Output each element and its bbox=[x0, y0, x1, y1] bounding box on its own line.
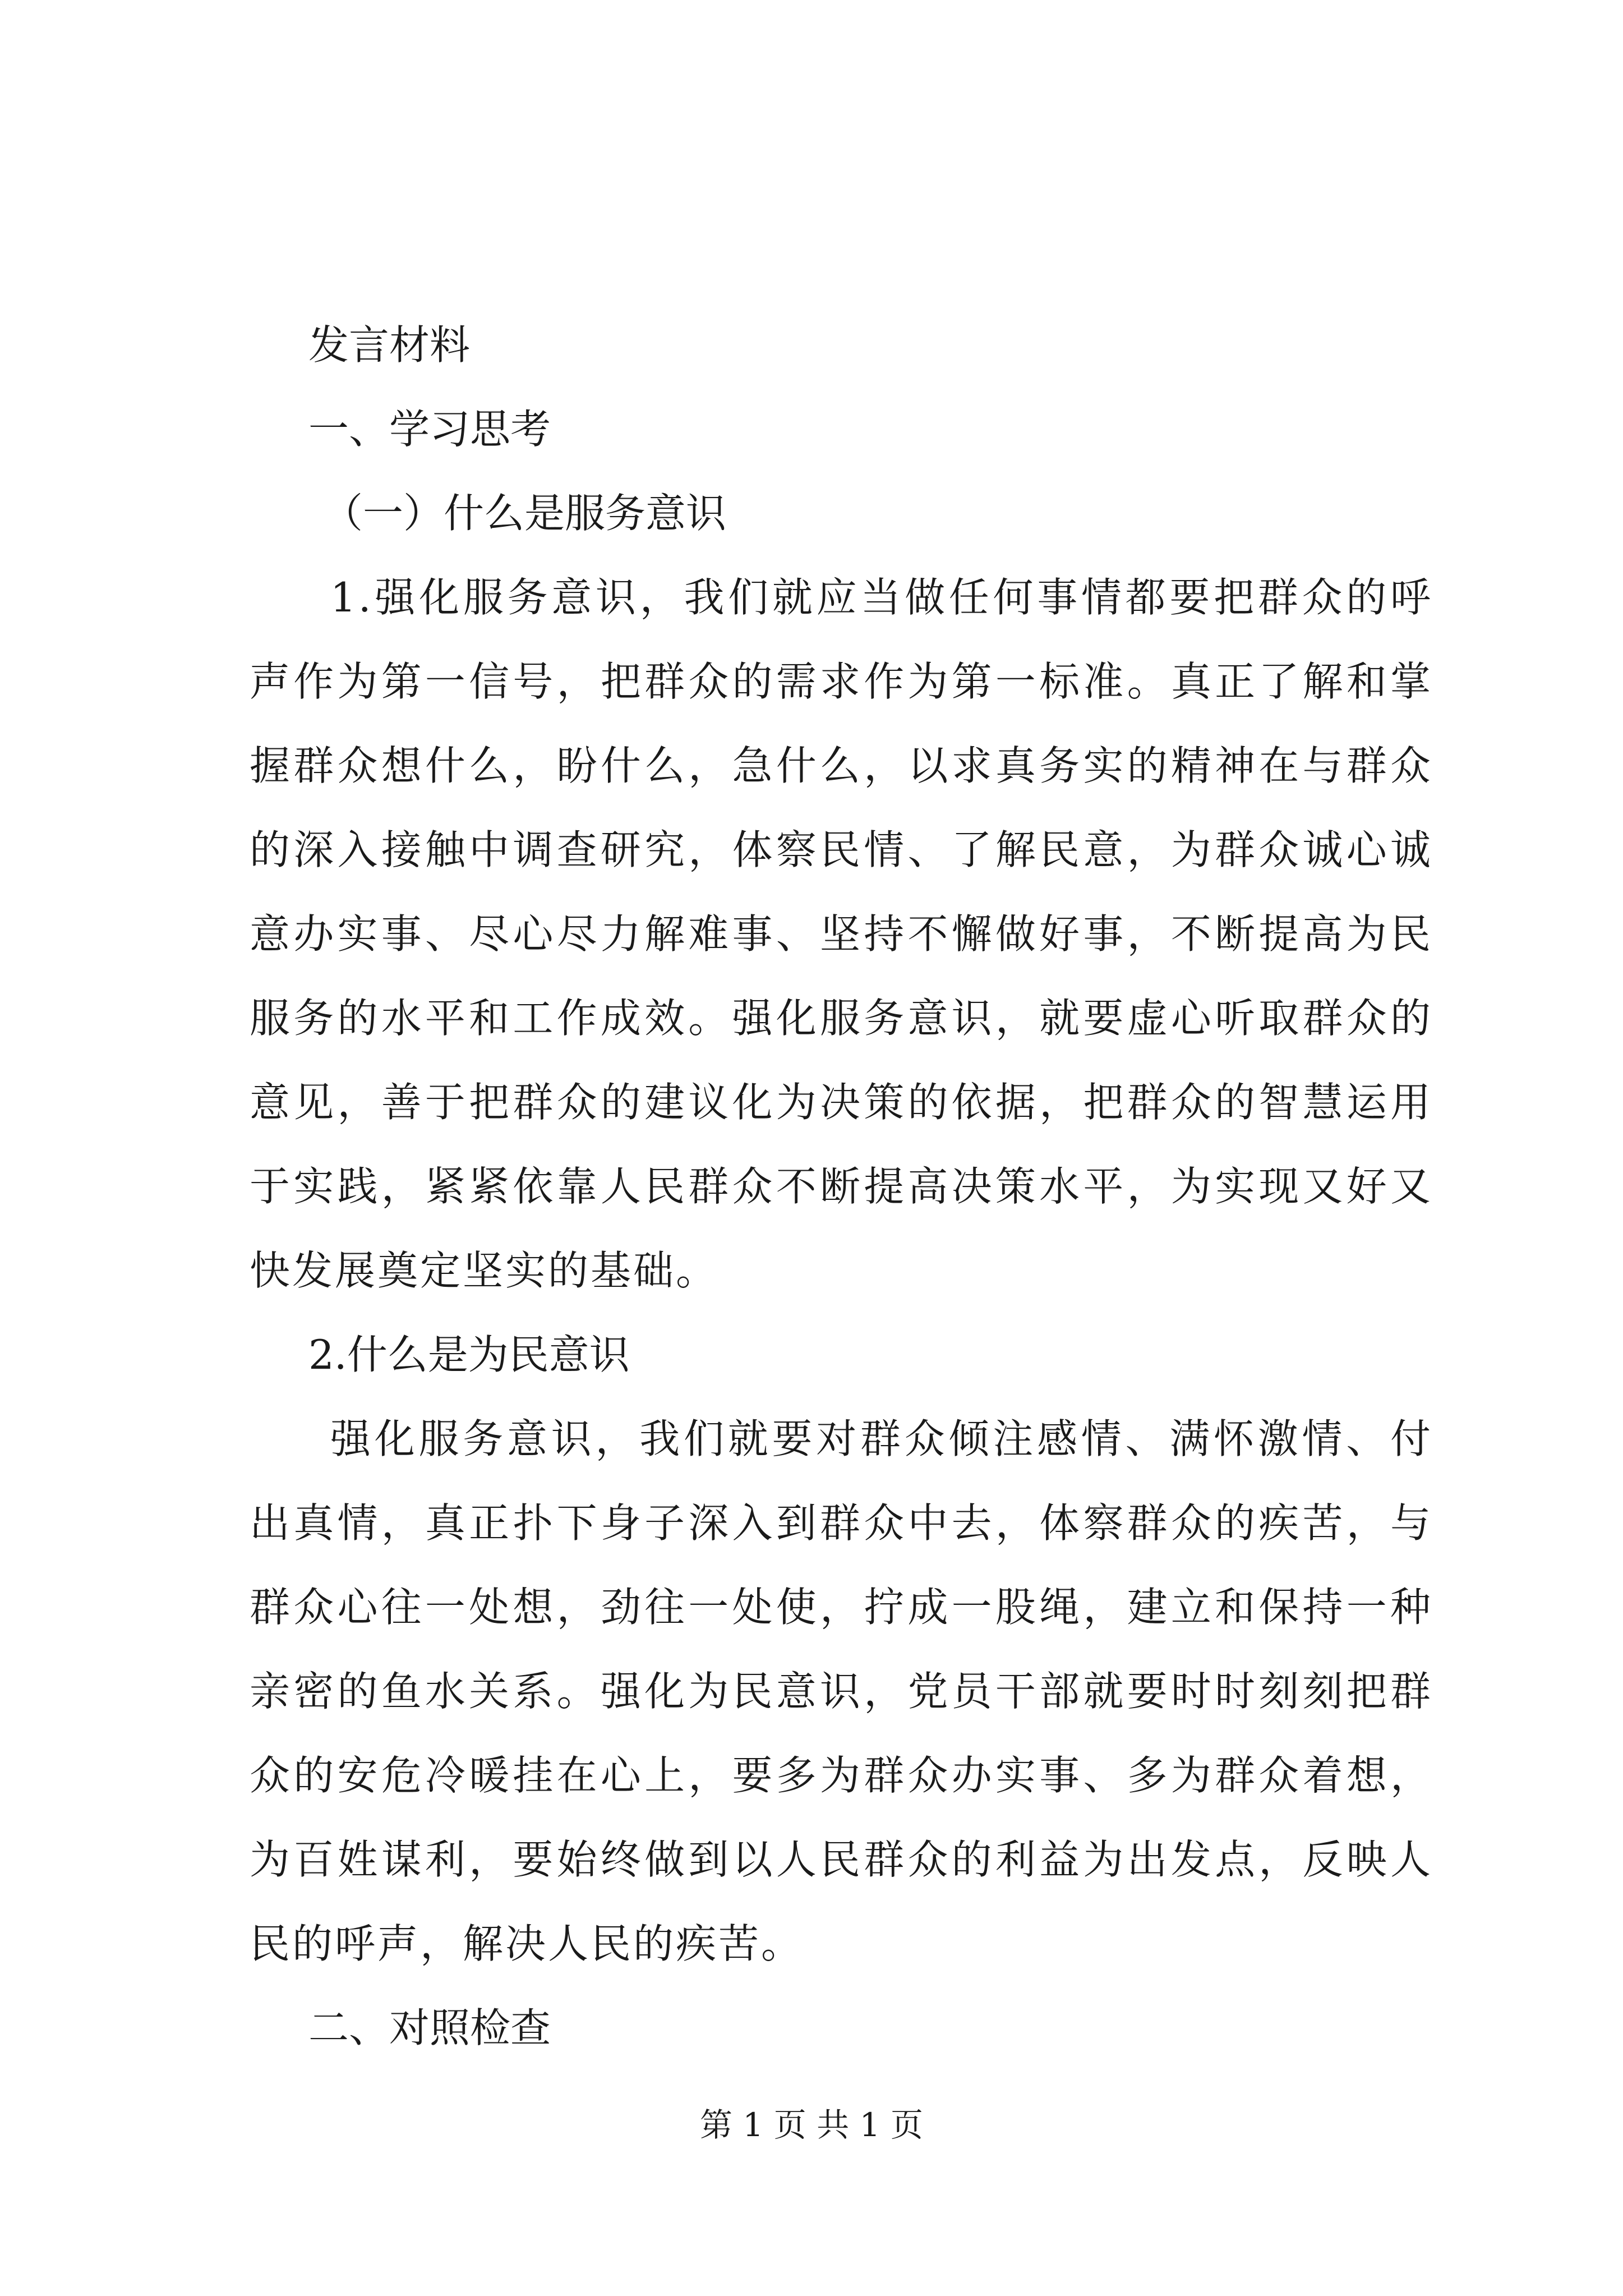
document-title: 发言材料 bbox=[308, 321, 471, 369]
paragraph-service-awareness: 1.强化服务意识，我们就应当做任何事情都要把群众的呼声作为第一信号，把群众的需求作为第一标准。真正了解和掌握群众想什么，盼什么，急什么，以求真务实的精神在与群众的深入接触中调查研究，体察民情、了解民意，为群众诚心诚意办实事、尽心尽力解难事、坚持不懈做好事，不断提高为民服务的水平和工作成效。强化服务意识，就要虚心听取群众的意见，善于把群众的建议化为决策的依据，把群众的智慧运用于实践，紧紧依靠人民群众不断提高决策水平，为实现又好又快发展奠定坚实的基础。 bbox=[250, 574, 1433, 1294]
item-heading-2: 2.什么是为民意识 bbox=[308, 1331, 630, 1378]
page-footer: 第 1 页 共 1 页 bbox=[700, 2106, 923, 2144]
section-heading-1: 一、学习思考 bbox=[308, 406, 551, 453]
paragraph-people-awareness: 强化服务意识，我们就要对群众倾注感情、满怀激情、付出真情，真正扑下身子深入到群众中去，体察群众的疾苦，与群众心往一处想，劲往一处使，拧成一股绳，建立和保持一种亲密的鱼水关系。强化为民意识，党员干部就要时时刻刻把群众的安危冷暖挂在心上，要多为群众办实事、多为群众着想，为百姓谋利，要始终做到以人民群众的利益为出发点，反映人民的呼声，解决人民的疾苦。 bbox=[250, 1415, 1433, 1967]
subsection-heading-1: （一）什么是服务意识 bbox=[322, 490, 727, 537]
document-body bbox=[250, 303, 1433, 2070]
section-heading-2: 二、对照检查 bbox=[308, 2004, 551, 2051]
